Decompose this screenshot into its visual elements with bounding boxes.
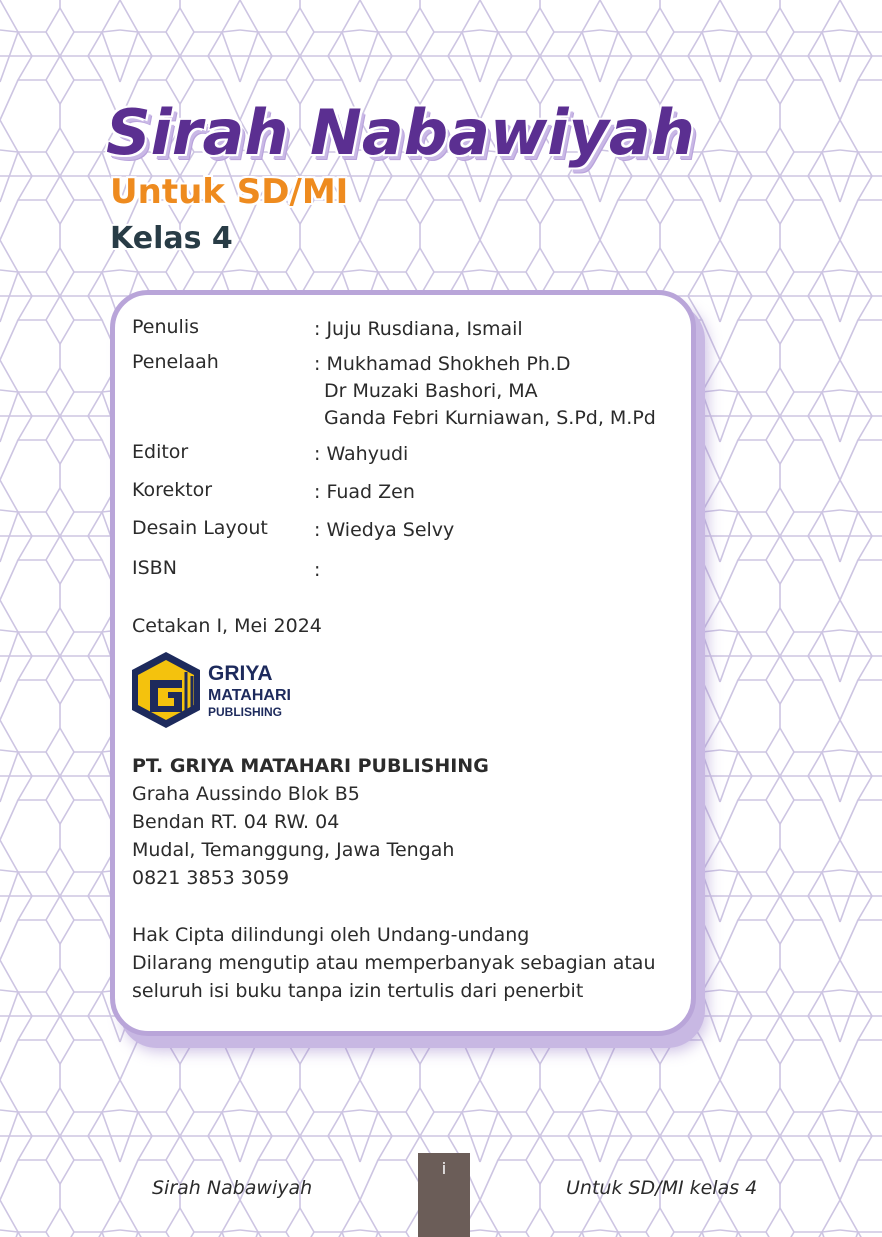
logo-hexagon-icon: [132, 652, 200, 728]
page-number: i: [441, 1159, 447, 1178]
logo-text-line3: PUBLISHING: [208, 705, 283, 719]
edition-text: Cetakan I, Mei 2024: [132, 615, 322, 637]
publisher-logo: [128, 650, 298, 730]
credit-value-line: : Mukhamad Shokheh Ph.D: [314, 353, 571, 375]
logo-text-line1: GRIYA: [208, 662, 273, 685]
credit-value-line: : Wahyudi: [314, 443, 409, 465]
credit-value: [314, 441, 408, 468]
footer-book-level: Untuk SD/MI kelas 4: [566, 1177, 758, 1199]
publisher-phone: 0821 3853 3059: [132, 867, 290, 889]
credit-value: [314, 351, 656, 432]
credit-value-line: Dr Muzaki Bashori, MA: [324, 380, 538, 402]
credit-label: Editor: [132, 441, 189, 463]
credit-value-line: Ganda Febri Kurniawan, S.Pd, M.Pd: [324, 407, 656, 429]
credit-value-line: : Wiedya Selvy: [314, 519, 455, 541]
credit-value: [314, 479, 415, 506]
copyright-line: Dilarang mengutip atau memperbanyak sebagian atau: [132, 952, 656, 974]
credit-value-line: : Fuad Zen: [314, 481, 415, 503]
publisher-name: PT. GRIYA MATAHARI PUBLISHING: [132, 755, 489, 777]
copyright-line: Hak Cipta dilindungi oleh Undang-undang: [132, 924, 530, 946]
credit-label: Penelaah: [132, 351, 219, 373]
credit-label: ISBN: [132, 557, 177, 579]
publisher-address-line: Mudal, Temanggung, Jawa Tengah: [132, 839, 455, 861]
book-title: Sirah Nabawiyah: [106, 96, 695, 169]
credit-value: [314, 517, 454, 544]
logo-text-line2: MATAHARI: [208, 687, 291, 704]
credit-value-line: :: [314, 559, 321, 581]
credit-label: Desain Layout: [132, 517, 268, 539]
book-grade: Kelas 4: [110, 221, 233, 256]
publisher-address-line: Graha Aussindo Blok B5: [132, 783, 360, 805]
credit-value-line: : Juju Rusdiana, Ismail: [314, 318, 523, 340]
credit-value: [314, 557, 320, 584]
footer-book-title: Sirah Nabawiyah: [152, 1177, 313, 1199]
credit-value: [314, 316, 523, 343]
book-subtitle: Untuk SD/MI: [110, 172, 349, 212]
credit-label: Korektor: [132, 479, 213, 501]
publisher-address-line: Bendan RT. 04 RW. 04: [132, 811, 340, 833]
page-number-box: [418, 1153, 470, 1237]
copyright-line: seluruh isi buku tanpa izin tertulis dari penerbit: [132, 980, 584, 1002]
credit-label: Penulis: [132, 316, 200, 338]
